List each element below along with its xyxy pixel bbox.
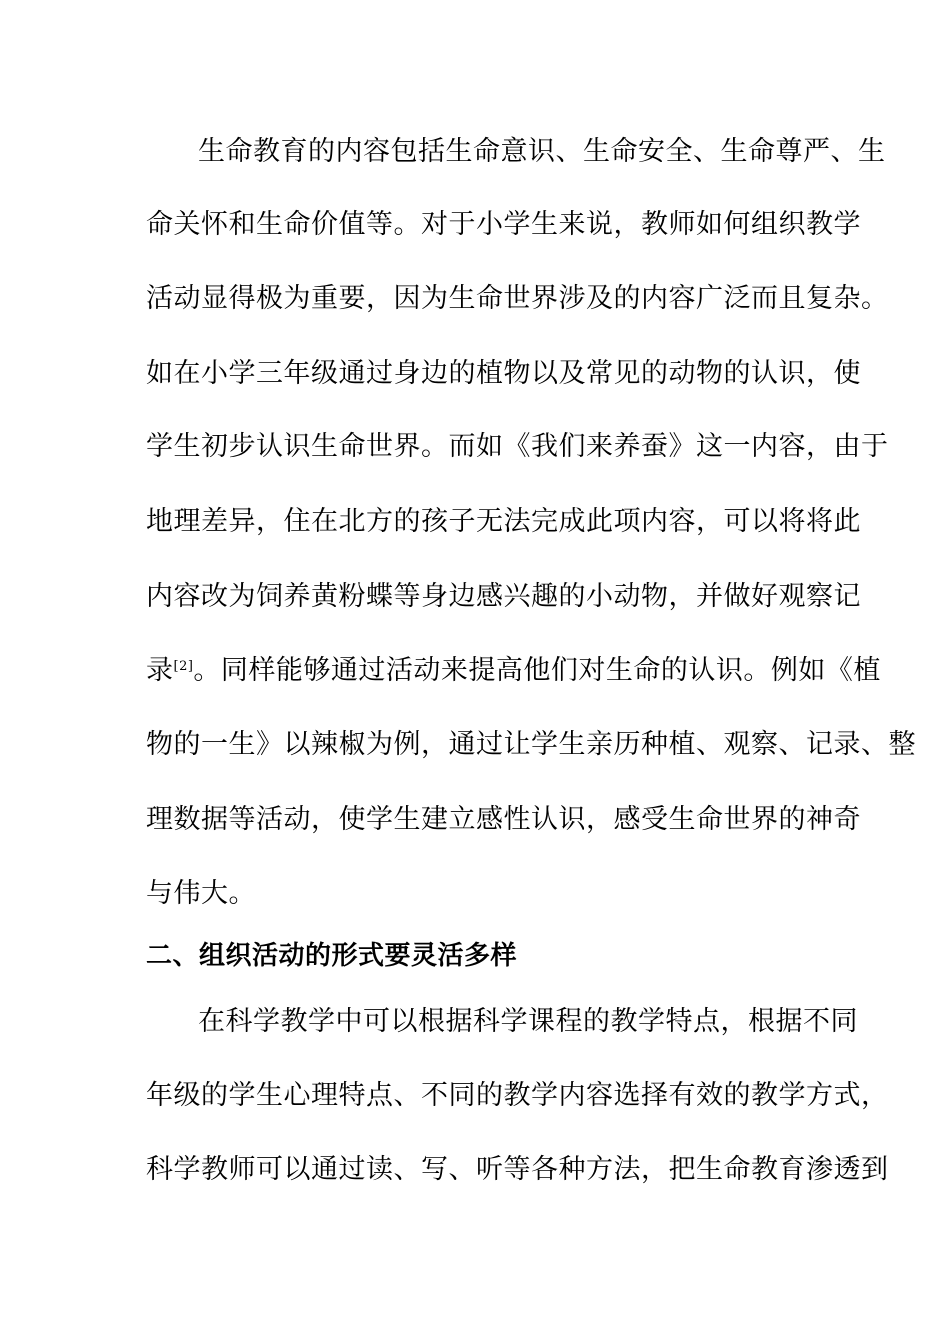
paragraph-line: [146, 654, 881, 688]
paragraph-line: 理数据等活动，使学生建立感性认识，感受生命世界的神奇: [146, 804, 861, 835]
paragraph-line: 地理差异，住在北方的孩子无法完成此项内容，可以将将此: [146, 506, 861, 537]
section-heading: 二、组织活动的形式要灵活多样: [146, 941, 518, 971]
paragraph-line: 学生初步认识生命世界。而如《我们来养蚕》这一内容，由于: [146, 431, 889, 462]
paragraph-text: 录: [146, 655, 174, 686]
paragraph-line: 物的一生》以辣椒为例，通过让学生亲历种植、观察、记录、整: [146, 729, 916, 760]
paragraph-line: 如在小学三年级通过身边的植物以及常见的动物的认识，使: [146, 358, 861, 389]
paragraph-line: 生命教育的内容包括生命意识、生命安全、生命尊严、生: [198, 136, 886, 167]
citation-marker: [2]: [173, 659, 194, 674]
paragraph-line: 年级的学生心理特点、不同的教学内容选择有效的教学方式，: [146, 1080, 889, 1111]
paragraph-line: 科学教师可以通过读、写、听等各种方法，把生命教育渗透到: [146, 1154, 889, 1185]
paragraph-line: 活动显得极为重要，因为生命世界涉及的内容广泛而且复杂。: [146, 283, 889, 314]
paragraph-line: 内容改为饲养黄粉蝶等身边感兴趣的小动物，并做好观察记: [146, 581, 861, 612]
paragraph-text: 。同样能够通过活动来提高他们对生命的认识。例如《植: [193, 655, 881, 686]
paragraph-line: 命关怀和生命价值等。对于小学生来说，教师如何组织教学: [146, 209, 861, 240]
paragraph-line: 与伟大。: [146, 878, 256, 909]
paragraph-line: 在科学教学中可以根据科学课程的教学特点，根据不同: [198, 1006, 858, 1037]
